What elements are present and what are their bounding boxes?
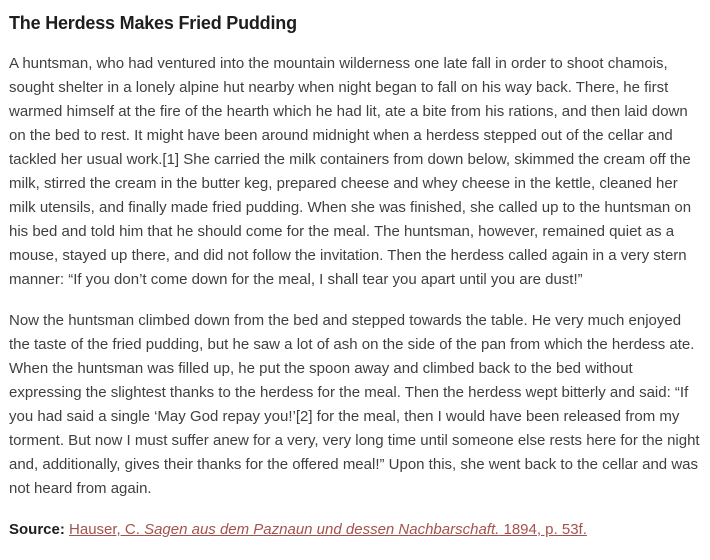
source-line <box>9 518 700 542</box>
story-paragraph-1: A huntsman, who had ventured into the mountain wilderness one late fall in order to shoot chamois, sought shelter in a lonely alpine hut nearby when night began to fall on his way back. There, he first warmed himself at the fire of the hearth which he had lit, ate a bite from his rations, and then laid down on the bed to rest. It might have been around midnight when a herdess stepped out of the cellar and tackled her usual work.[1] She carried the milk containers from down below, skimmed the cream off the milk, stirred the cream in the butter keg, prepared cheese and whey cheese in the kettle, cleaned her milk utensils, and finally made fried pudding. When she was finished, she called up to the huntsman on his bed and told him that he should come for the meal. The huntsman, however, remained quiet as a mouse, stayed up there, and did not follow the invitation. Then the herdess called again in a very stern manner: “If you don’t come down for the meal, I shall tear you apart until you are dust!” <box>9 54 692 288</box>
source-link-author: Hauser, C. <box>69 520 145 538</box>
source-label: Source: <box>9 520 65 538</box>
source-link-year-page: 1894, p. 53f. <box>499 520 587 538</box>
source-citation-link[interactable] <box>69 521 587 538</box>
page-title: The Herdess Makes Fried Pudding <box>9 13 297 33</box>
source-link-book-title: Sagen aus dem Paznaun und dessen Nachbarschaft. <box>144 520 500 538</box>
story-paragraph-2: Now the huntsman climbed down from the bed and stepped towards the table. He very much enjoyed the taste of the fried pudding, but he saw a lot of ash on the side of the pan from which the herdess ate. When the huntsman was filled up, he put the spoon away and climbed back to the bed without expressing the slightest thanks to the herdess for the meal. Then the herdess wept bitterly and said: “If you had said a single ‘May God repay you!’[2] for the meal, then I would have been released from my torment. But now I must suffer anew for a very, very long time until someone else rests here for the night and, additionally, gives their thanks for the offered meal!” Upon this, she went back to the cellar and was not heard from again. <box>9 311 700 497</box>
